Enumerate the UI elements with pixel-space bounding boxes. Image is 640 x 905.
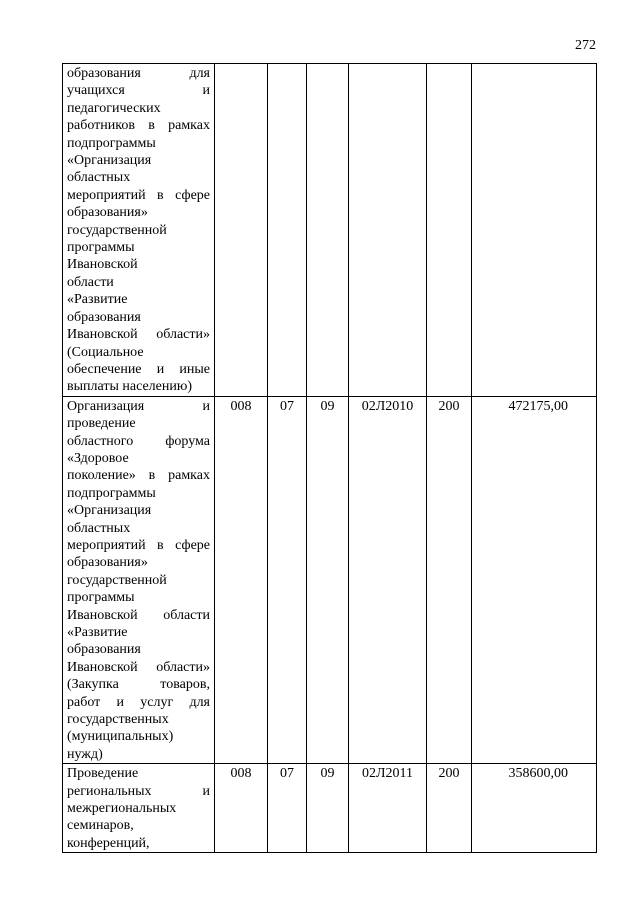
- item-name-line: «Развитие: [67, 625, 128, 640]
- section-cell: 07: [268, 396, 307, 764]
- item-name-line: области: [67, 274, 114, 290]
- item-name-line: Ивановской: [67, 257, 138, 273]
- item-name-line: выплаты населению): [67, 379, 192, 395]
- item-name-line: (Закупка товаров,: [67, 677, 210, 693]
- item-name-line: областного форума: [67, 433, 210, 449]
- item-name-line: Ивановской области»: [67, 327, 210, 343]
- item-name-line: «Организация: [67, 153, 152, 169]
- item-name-line: Проведение: [67, 766, 139, 782]
- amount-cell: 472175,00: [472, 396, 597, 764]
- expense-type-cell: 200: [427, 764, 472, 853]
- table-row: [63, 64, 597, 397]
- item-name-line: проведение: [67, 416, 136, 432]
- item-name-line: «Развитие: [67, 292, 128, 308]
- ved-cell: 008: [215, 396, 268, 764]
- item-name-line: Ивановской области: [67, 607, 210, 623]
- table-row: [63, 764, 597, 853]
- item-name-line: подпрограммы: [67, 485, 156, 501]
- item-name-cell: [63, 396, 215, 764]
- item-name-line: (Социальное: [67, 344, 144, 360]
- subsection-cell: [307, 64, 349, 397]
- item-name-line: подпрограммы: [67, 135, 156, 151]
- item-name-line: учащихся и: [67, 83, 210, 99]
- budget-table-body: [63, 64, 597, 853]
- item-name-line: государственных: [67, 712, 169, 728]
- item-name-line: поколение» в рамках: [67, 468, 210, 484]
- page-number: 272: [575, 38, 596, 53]
- item-name-line: образования: [67, 642, 141, 658]
- subsection-cell: 09: [307, 396, 349, 764]
- item-name-line: (муниципальных): [67, 729, 174, 745]
- item-name-line: семинаров,: [67, 818, 134, 834]
- item-name-line: конференций,: [67, 835, 150, 851]
- section-cell: 07: [268, 764, 307, 853]
- budget-table: [62, 63, 597, 853]
- item-name-line: образования: [67, 309, 141, 325]
- table-row: [63, 396, 597, 764]
- item-name-line: нужд): [67, 746, 103, 762]
- item-name-line: работников в рамках: [67, 118, 210, 134]
- item-name-line: «Здоровое: [67, 450, 129, 466]
- item-name-cell: [63, 764, 215, 853]
- ved-cell: [215, 64, 268, 397]
- item-name-line: обеспечение и иные: [67, 361, 210, 377]
- subsection-cell: 09: [307, 764, 349, 853]
- target-article-cell: 02Л2011: [349, 764, 427, 853]
- item-name-line: региональных и: [67, 783, 210, 799]
- item-name-line: межрегиональных: [67, 801, 177, 817]
- item-name-line: образования»: [67, 205, 148, 221]
- expense-type-cell: [427, 64, 472, 397]
- amount-cell: [472, 64, 597, 397]
- item-name-cell: [63, 64, 215, 397]
- item-name-line: государственной: [67, 222, 167, 238]
- item-name-line: государственной: [67, 572, 167, 588]
- target-article-cell: 02Л2010: [349, 396, 427, 764]
- ved-cell: 008: [215, 764, 268, 853]
- item-name-line: образования для: [67, 66, 210, 81]
- amount-cell: 358600,00: [472, 764, 597, 853]
- item-name-line: мероприятий в сфере: [67, 187, 210, 203]
- item-name-line: программы: [67, 590, 135, 606]
- section-cell: [268, 64, 307, 397]
- item-name-line: Ивановской области»: [67, 659, 210, 675]
- expense-type-cell: 200: [427, 396, 472, 764]
- item-name-line: Организация и: [67, 398, 210, 414]
- item-name-line: «Организация: [67, 503, 152, 519]
- item-name-line: работ и услуг для: [67, 694, 210, 710]
- item-name-line: программы: [67, 240, 135, 256]
- item-name-line: педагогических: [67, 100, 161, 116]
- item-name-line: образования»: [67, 555, 148, 571]
- item-name-line: областных: [67, 520, 131, 536]
- target-article-cell: [349, 64, 427, 397]
- item-name-line: мероприятий в сфере: [67, 537, 210, 553]
- item-name-line: областных: [67, 170, 131, 186]
